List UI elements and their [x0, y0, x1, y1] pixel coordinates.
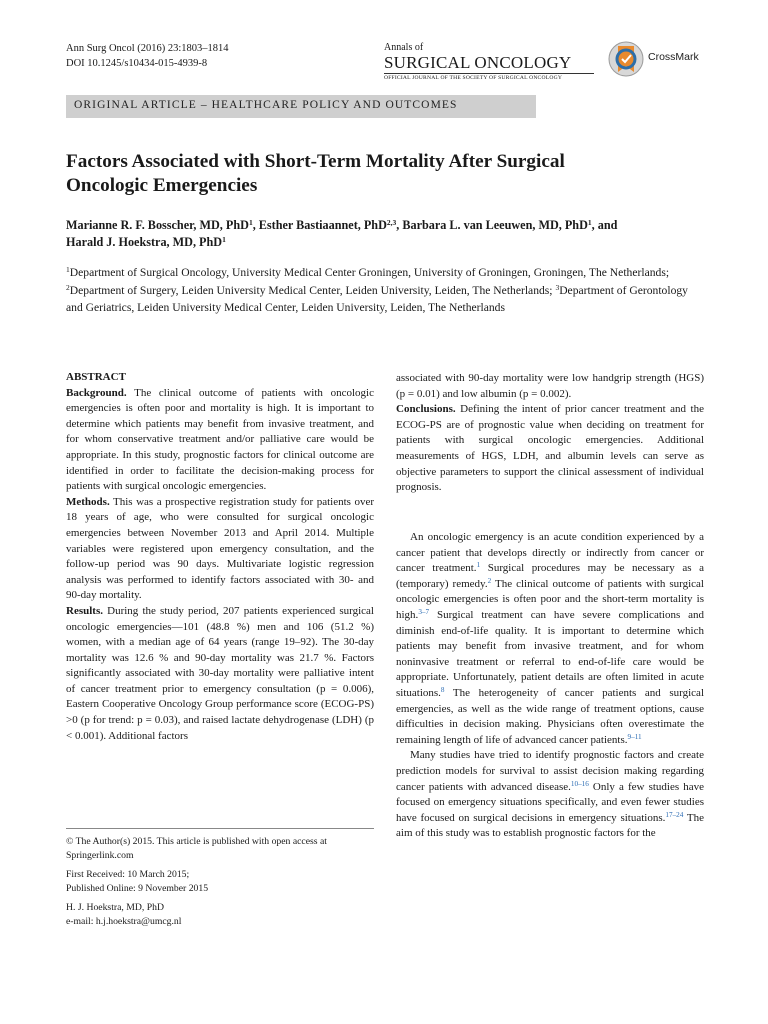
intro-text: Surgical procedures may be necessary as a (temporary) remedy. [396, 562, 704, 590]
author-sep: , [252, 218, 259, 232]
abstract-results [66, 604, 374, 744]
intro-text: The heterogeneity of cancer patients and surgical emergencies, as well as the wide range of treatment options, cause difficulties in decision making. Physicians often overestimate the remaining length of life of advanced cancer patients. [396, 686, 704, 746]
abstract-heading: ABSTRACT [66, 371, 126, 383]
conclusions-label: Conclusions. [396, 403, 456, 416]
author-name: Marianne R. F. Bosscher, MD, PhD [66, 218, 249, 232]
article-type-banner [66, 95, 536, 118]
corresponding-email[interactable]: e-mail: h.j.hoekstra@umcg.nl [66, 915, 182, 927]
background-text: The clinical outcome of patients with oncologic emergencies is often poor and mortality is high. It is important to determine which patients may benefit from invasive treatment, and for whom conservative treatment and/or palliative care would be appropriate. In this study, prognostic factors for clinical outcome are identified in order to facilitate the decision-making process for patients with surgical oncologic emergencies. [66, 386, 374, 493]
abstract-right-column [396, 371, 704, 496]
reference-link[interactable]: 3–7 [418, 607, 430, 616]
author-sup: 1 [587, 218, 592, 227]
methods-text: This was a prospective registration study for patients over 18 years of age, who were consulted for surgical oncologic emergencies between November 2013 and April 2014. Multiple variables were registered upon emergency consultation, and the follow-up period was 90 days. Multivariate logistic regression analysis was performed to identify factors associated with 30- and 90-day mortality. [66, 495, 374, 602]
results-label: Results. [66, 604, 103, 617]
results-text: During the study period, 207 patients experienced surgical oncologic emergencies—101 (48.8 %) men and 106 (51.2 %) women, with a median age of 64 years (range 19–92). The 30-day mortality was 12.6 % and 90-day mortality was 21.7 %. Factors significantly associated with 30-day mortality were palliative intent of cancer treatment prior to emergency consultation (p = 0.006), Eastern Cooperative Oncology Group performance score (ECOG-PS) >0 (p for trend: p = 0.03), and raised lactate dehydrogenase (LDH) (p < 0.001). Additional factors [66, 604, 374, 742]
title-line-1: Factors Associated with Short-Term Mortality After Surgical [66, 151, 565, 172]
journal-annals: Annals of [384, 42, 424, 53]
citation-block [66, 41, 229, 71]
reference-link[interactable]: 17–24 [665, 810, 684, 819]
author-name: Harald J. Hoekstra, MD, PhD [66, 235, 223, 249]
affiliation-text: Department of Surgical Oncology, University Medical Center Groningen, University of Groningen, Groningen, The Netherlands; [69, 266, 670, 279]
reference-link[interactable]: 9–11 [627, 732, 642, 741]
introduction [396, 530, 704, 842]
author-sup: 1 [248, 218, 253, 227]
intro-text: The aim of this study was to establish prognostic factors for the [396, 811, 705, 840]
reference-link[interactable]: 8 [440, 685, 445, 694]
footnote-divider [66, 828, 374, 829]
affiliations [66, 264, 706, 317]
intro-text: Surgical treatment can have severe complications and diminish end-of-life quality. It is important to determine which patients may benefit from invasive treatment, and for whom noninvasive treatment or referral to end-of-life care would be appropriate. Unfortunately, patient details are often limited in acute situations. [396, 608, 704, 699]
affiliation-text: Department of Gerontology and Geriatrics, Leiden University Medical Center, Leiden University, Leiden, The Netherlands [66, 283, 688, 315]
affiliation-sup: 1 [66, 265, 70, 274]
conclusions-text: Defining the intent of prior cancer treatment and the ECOG-PS are of prognostic value when deciding on treatment for patients with surgical oncologic emergencies. Additional measurements of HGS, LDH, and albumin levels can serve as objective parameters to support the clinical assessment of individual prognosis. [396, 403, 704, 494]
abstract-conclusions [396, 402, 704, 496]
license-note: © The Author(s) 2015. This article is published with open access at Springerlink.com [66, 836, 327, 861]
methods-label: Methods. [66, 495, 110, 508]
journal-official: OFFICIAL JOURNAL OF THE SOCIETY OF SURGICAL ONCOLOGY [384, 75, 563, 81]
background-label: Background. [66, 386, 127, 399]
author-sep: , and [591, 218, 618, 232]
article-type-label: ORIGINAL ARTICLE – HEALTHCARE POLICY AND OUTCOMES [74, 99, 458, 111]
reference-link[interactable]: 1 [476, 561, 481, 570]
author-sep: , [396, 218, 403, 232]
affiliation-sup: 3 [555, 282, 560, 292]
abstract-methods [66, 495, 374, 604]
footnotes [66, 835, 374, 928]
affiliation-text: Department of Surgery, Leiden University Medical Center, Leiden University, Leiden, The Netherlands; [69, 283, 556, 297]
abstract-left-column [66, 370, 374, 744]
crossmark-button[interactable] [608, 40, 704, 80]
intro-text: An oncologic emergency is an acute condition experienced by a cancer patient that develops directly or indirectly from cancer or cancer treatment. [396, 531, 704, 575]
doi: DOI 10.1245/s10434-015-4939-8 [66, 58, 208, 69]
article-title [66, 150, 706, 198]
journal-citation: Ann Surg Oncol (2016) 23:1803–1814 [66, 43, 229, 54]
author-name: Barbara L. van Leeuwen, MD, PhD [402, 218, 588, 232]
author-list [66, 217, 706, 251]
intro-text: The clinical outcome of patients with surgical oncologic emergencies is often poor and the short-term mortality is high. [396, 577, 704, 621]
reference-link[interactable]: 2 [487, 576, 492, 585]
intro-text: Only a few studies have focused on emergency situations specifically, and even fewer studies have focused on surgical decisions in emergency situations. [396, 780, 704, 824]
received-date: First Received: 10 March 2015; [66, 869, 190, 880]
title-line-2: Oncologic Emergencies [66, 175, 258, 196]
intro-text: Many studies have tried to identify prognostic factors and create prediction models for survival to assist decision making regarding cancer patients with advanced disease. [396, 749, 704, 793]
results-continued: associated with 90-day mortality were low handgrip strength (HGS) (p = 0.01) and low albumin (p = 0.002). [396, 372, 704, 400]
reference-link[interactable]: 10–16 [570, 779, 589, 788]
author-sup: 1 [222, 235, 226, 244]
intro-paragraph-1 [396, 530, 704, 748]
affiliation-sup: 2 [66, 282, 70, 292]
journal-logo [384, 42, 594, 83]
crossmark-icon [608, 40, 644, 78]
author-sup: 2,3 [386, 218, 397, 227]
journal-title: SURGICAL ONCOLOGY [384, 53, 572, 72]
abstract-background [66, 386, 374, 495]
crossmark-label: CrossMark [648, 51, 699, 63]
author-name: Esther Bastiaannet, PhD [258, 218, 387, 232]
corresponding-author: H. J. Hoekstra, MD, PhD [66, 902, 164, 913]
published-date: Published Online: 9 November 2015 [66, 882, 209, 894]
intro-paragraph-2 [396, 748, 704, 842]
